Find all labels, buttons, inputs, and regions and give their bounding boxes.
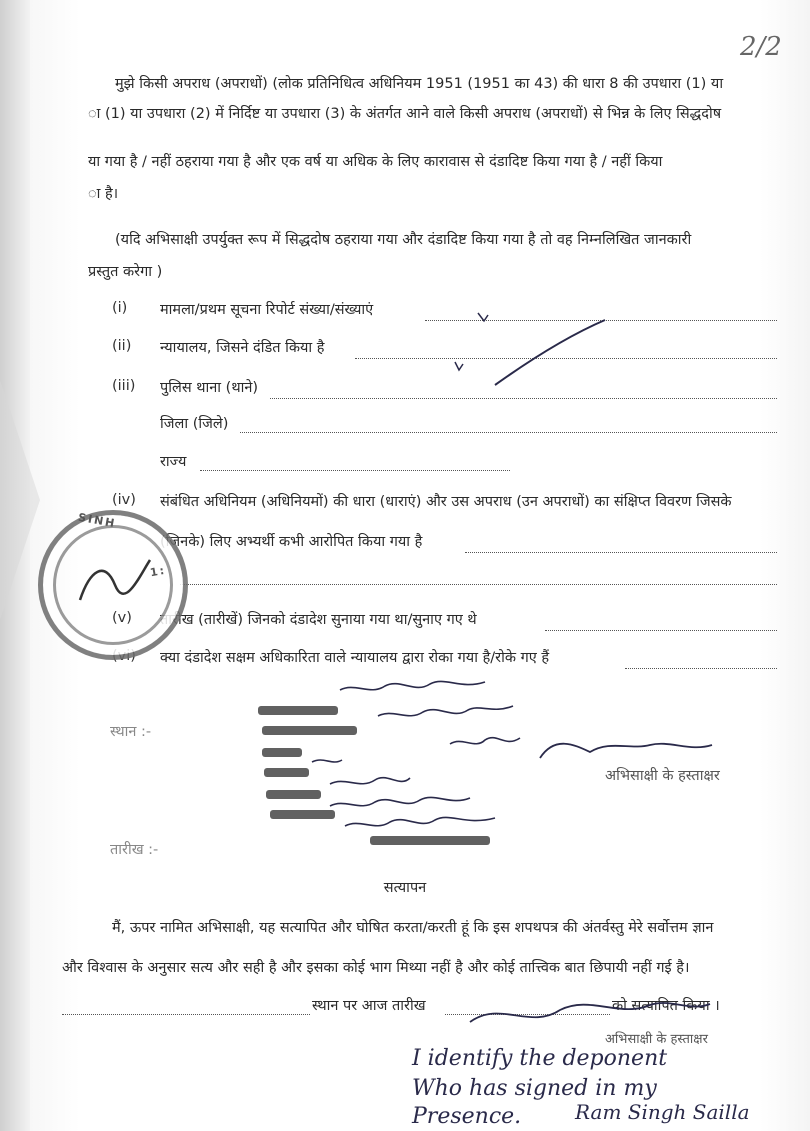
handwritten-address bbox=[312, 681, 520, 826]
condition-line-1: (यदि अभिसाक्षी उपर्युक्त रूप में सिद्धदोष ठहराया गया और दंडादिष्ट किया गया है तो वह निम्नलिखित जानकारी bbox=[115, 232, 692, 248]
item-i-number: (i) bbox=[112, 300, 128, 316]
attestation-line-3: Presence. bbox=[412, 1104, 522, 1129]
item-iv-label-1: संबंधित अधिनियम (अधिनियमों) की धारा (धाराएं) और उस अपराध (उन अपराधों) का संक्षिप्त विवरण जिसके bbox=[160, 494, 732, 510]
place-label: स्थान :- bbox=[110, 724, 152, 740]
deponent-signature-scribble bbox=[540, 744, 712, 758]
verification-heading: सत्यापन bbox=[383, 880, 427, 896]
attestation-line-2: Who has signed in my bbox=[412, 1076, 657, 1101]
verification-signature-scribble bbox=[470, 1003, 710, 1022]
item-vi-number: (vi) bbox=[112, 648, 136, 664]
item-v-label: तारीख (तारीखें) जिनको दंडादेश सुनाया गया था/सुनाए गए थे bbox=[160, 612, 477, 628]
item-iii-number: (iii) bbox=[112, 378, 136, 394]
item-ii-number: (ii) bbox=[112, 338, 132, 354]
intro-line-1: मुझे किसी अपराध (अपराधों) (लोक प्रतिनिधित्व अधिनियम 1951 (1951 का 43) की धारा 8 की उपधारा (1) या bbox=[115, 76, 724, 92]
intro-line-2: ा (1) या उपधारा (2) में निर्दिष्ट या उपधारा (3) के अंतर्गत आने वाले किसी अपराध (अपराधों) से भिन्न के लिए सिद्धदोष bbox=[88, 106, 722, 122]
attestation-signature: Ram Singh Sailla bbox=[575, 1100, 750, 1124]
item-iv-number: (iv) bbox=[112, 492, 136, 508]
intro-line-4: ा है। bbox=[88, 186, 119, 202]
condition-line-2: प्रस्तुत करेगा ) bbox=[88, 264, 163, 280]
verification-sign-label: अभिसाक्षी के हस्ताक्षर bbox=[605, 1032, 708, 1047]
item-v-number: (v) bbox=[112, 610, 132, 626]
verification-line-1: मैं, ऊपर नामित अभिसाक्षी, यह सत्यापित और घोषित करता/करती हूं कि इस शपथपत्र की अंतर्वस्तु मेरे सर्वोत्तम ज्ञान bbox=[112, 920, 714, 936]
tick-mark-2 bbox=[455, 362, 463, 370]
tick-mark-1 bbox=[478, 313, 488, 321]
district-label: जिला (जिले) bbox=[160, 416, 229, 432]
strike-mark bbox=[495, 320, 605, 385]
verification-line-3-mid: स्थान पर आज तारीख bbox=[312, 998, 426, 1014]
verification-line-2: और विश्वास के अनुसार सत्य और सही है और इसका कोई भाग मिथ्या नहीं है और कोई तात्त्विक बात छिपायी नहीं गई है। bbox=[62, 960, 690, 976]
state-label: राज्य bbox=[160, 454, 187, 470]
item-iv-label-2: (जिनके) लिए अभ्यर्थी कभी आरोपित किया गया है bbox=[160, 534, 423, 550]
item-ii-label: न्यायालय, जिसने दंडित किया है bbox=[160, 340, 325, 356]
attestation-line-1: I identify the deponent bbox=[412, 1046, 668, 1071]
verification-line-3-end: को सत्यापित किया । bbox=[612, 998, 720, 1014]
item-vi-label: क्या दंडादेश सक्षम अधिकारिता वाले न्यायालय द्वारा रोका गया है/रोके गए हैं bbox=[160, 650, 550, 666]
rubber-stamp-block bbox=[258, 706, 490, 845]
page-marker: 2/2 bbox=[740, 32, 782, 62]
deponent-signature-label: अभिसाक्षी के हस्ताक्षर bbox=[605, 768, 720, 784]
seal-mid-text: 1: bbox=[148, 563, 168, 580]
intro-line-3: या गया है / नहीं ठहराया गया है और एक वर्ष या अधिक के लिए कारावास से दंडादिष्ट किया गया है / नहीं किया bbox=[88, 154, 663, 170]
seal-top-text: SINH bbox=[77, 510, 118, 531]
date-label: तारीख :- bbox=[110, 842, 159, 858]
item-iii-label: पुलिस थाना (थाने) bbox=[160, 380, 259, 396]
seal-inner-scribble bbox=[80, 560, 150, 600]
item-i-label: मामला/प्रथम सूचना रिपोर्ट संख्या/संख्याएं bbox=[160, 302, 374, 318]
